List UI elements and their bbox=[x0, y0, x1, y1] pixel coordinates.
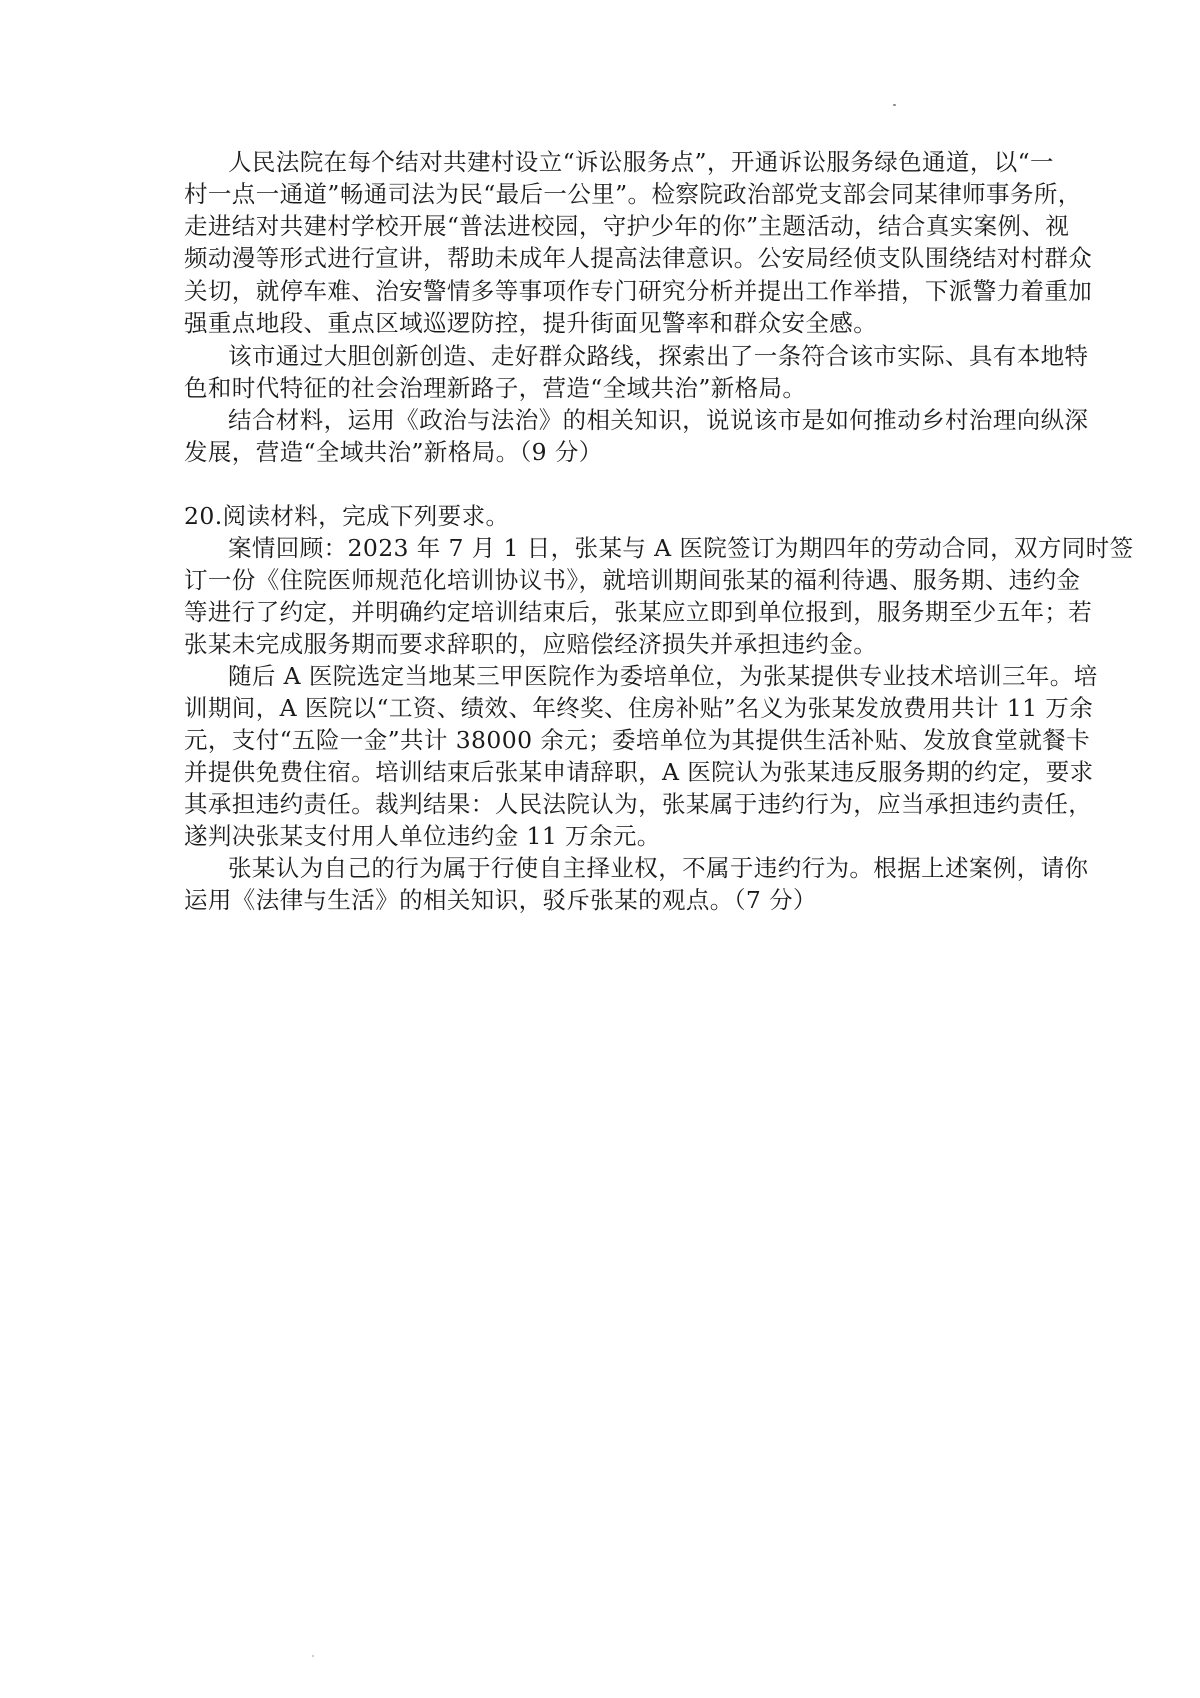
paragraph-line: 强重点地段、重点区域巡逻防控，提升街面见警率和群众安全感。 bbox=[184, 309, 878, 337]
paragraph-line: 走进结对共建村学校开展“普法进校园，守护少年的你”主题活动，结合真实案例、视 bbox=[184, 212, 1070, 240]
paragraph-line: 等进行了约定，并明确约定培训结束后，张某应立即到单位报到，服务期至少五年；若 bbox=[184, 598, 1093, 626]
question-20-heading: 20.阅读材料，完成下列要求。 bbox=[184, 502, 510, 530]
paragraph-line: 频动漫等形式进行宣讲，帮助未成年人提高法律意识。公安局经侦支队围绕结对村群众 bbox=[184, 244, 1093, 272]
question-prompt-line: 发展，营造“全域共治”新格局。（9 分） bbox=[184, 438, 603, 466]
paragraph-line: 张某未完成服务期而要求辞职的，应赔偿经济损失并承担违约金。 bbox=[184, 630, 878, 658]
paragraph-line: 村一点一通道”畅通司法为民“最后一公里”。检察院政治部党支部会同某律师事务所， bbox=[184, 180, 1082, 208]
paragraph-line: 色和时代特征的社会治理新路子，营造“全域共治”新格局。 bbox=[184, 374, 807, 402]
paragraph-line: 训期间，A 医院以“工资、绩效、年终奖、住房补贴”名义为张某发放费用共计 11 万余 bbox=[184, 694, 1094, 722]
paragraph-line: 关切，就停车难、治安警情多等事项作专门研究分析并提出工作举措，下派警力着重加 bbox=[184, 277, 1093, 305]
paragraph-line: 并提供免费住宿。培训结束后张某申请辞职，A 医院认为张某违反服务期的约定，要求 bbox=[184, 758, 1094, 786]
paragraph-line: 其承担违约责任。裁判结果：人民法院认为，张某属于违约行为，应当承担违约责任， bbox=[184, 790, 1093, 818]
scan-speck bbox=[893, 104, 896, 106]
question-prompt-line: 运用《法律与生活》的相关知识，驳斥张某的观点。（7 分） bbox=[184, 886, 817, 914]
paragraph-line: 订一份《住院医师规范化培训协议书》，就培训期间张某的福利待遇、服务期、违约金 bbox=[184, 566, 1081, 594]
scan-speck bbox=[312, 1655, 314, 1657]
question-prompt-line: 结合材料，运用《政治与法治》的相关知识，说说该市是如何推动乡村治理向纵深 bbox=[228, 406, 1089, 434]
question-prompt-line: 张某认为自己的行为属于行使自主择业权，不属于违约行为。根据上述案例，请你 bbox=[228, 854, 1089, 882]
paragraph-line: 该市通过大胆创新创造、走好群众路线，探索出了一条符合该市实际、具有本地特 bbox=[228, 342, 1089, 370]
paragraph-line: 元，支付“五险一金”共计 38000 余元；委培单位为其提供生活补贴、发放食堂就餐卡 bbox=[184, 726, 1091, 754]
paragraph-line: 案情回顾：2023 年 7 月 1 日，张某与 A 医院签订为期四年的劳动合同，双方同时签 bbox=[228, 534, 1134, 562]
paragraph-line: 遂判决张某支付用人单位违约金 11 万余元。 bbox=[184, 822, 661, 850]
paragraph-line: 随后 A 医院选定当地某三甲医院作为委培单位，为张某提供专业技术培训三年。培 bbox=[228, 662, 1098, 690]
paragraph-line: 人民法院在每个结对共建村设立“诉讼服务点”，开通诉讼服务绿色通道，以“一 bbox=[228, 148, 1054, 176]
